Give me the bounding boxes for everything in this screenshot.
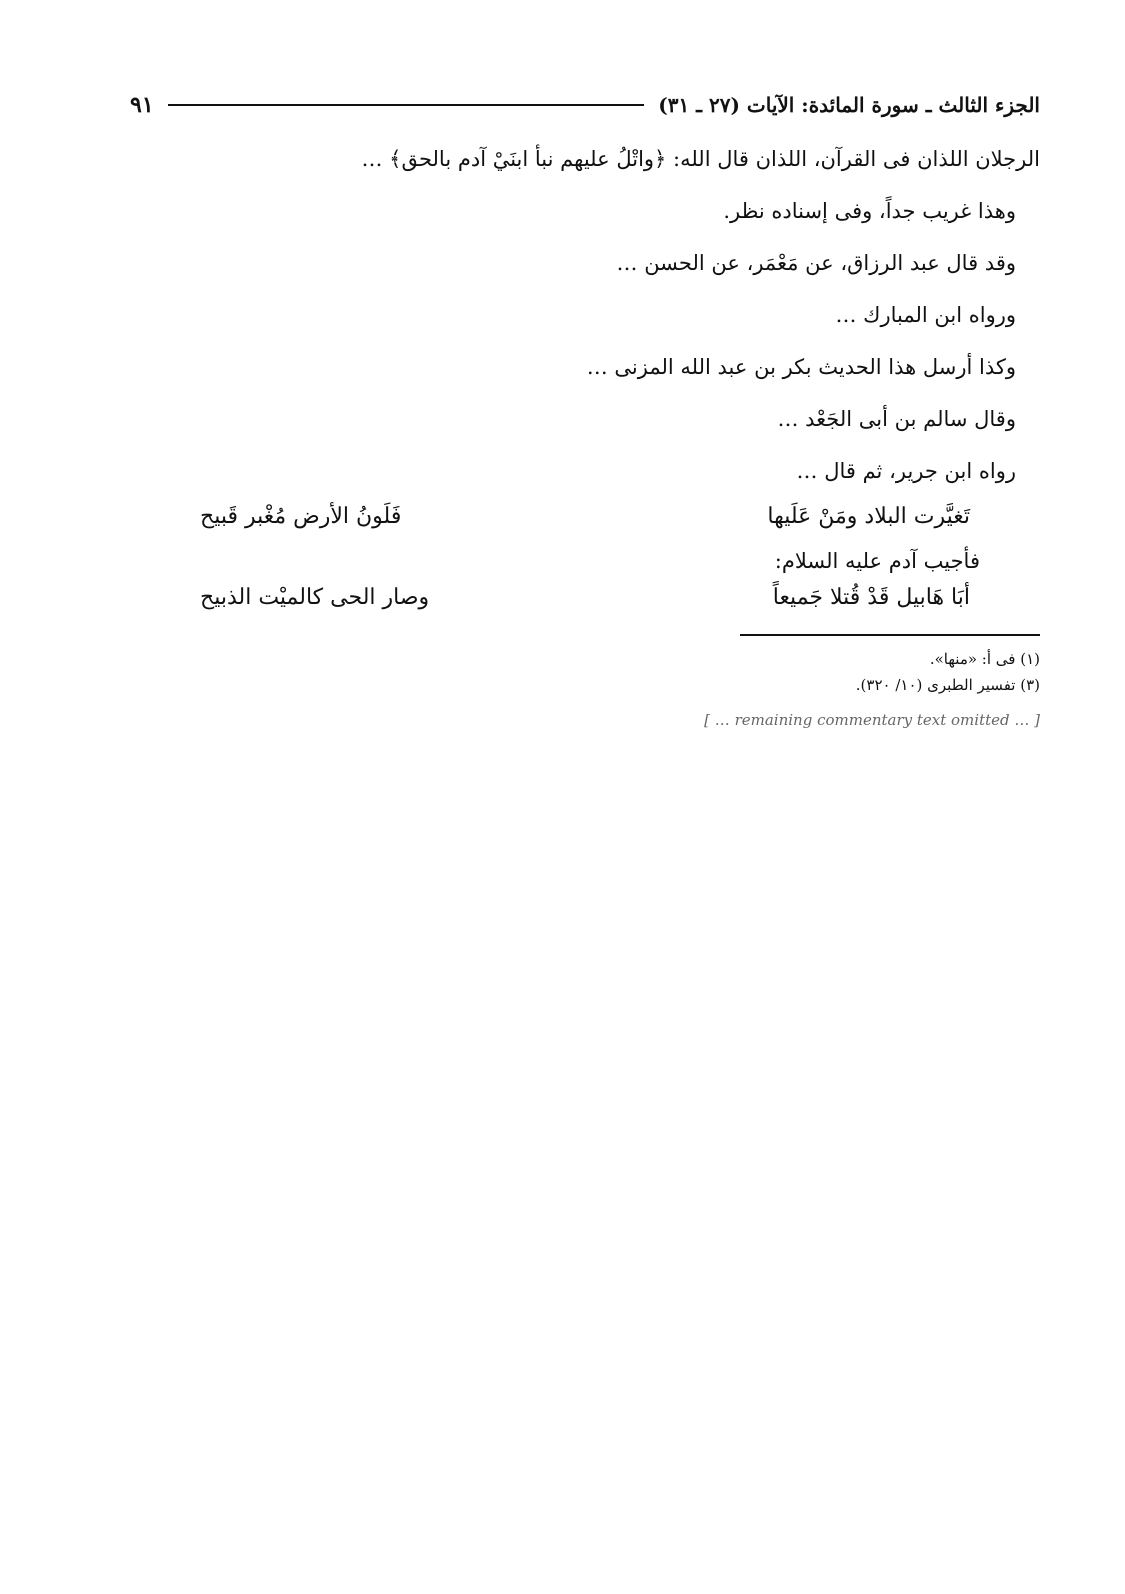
verse-right: أبَا هَابيل قَدْ قُتلا جَميعاً: [772, 585, 970, 610]
poem-intro: فأجيب آدم عليه السلام:: [774, 549, 980, 573]
page-header: [130, 88, 1040, 122]
poem-couplet-3: [130, 585, 1040, 610]
body-paragraph-5: وكذا أرسل هذا الحديث بكر بن عبد الله المزنى …: [586, 355, 1016, 379]
footnote-1: (١) فى أ: «منها».: [929, 650, 1040, 668]
page-number: ٩١: [130, 92, 154, 118]
notes-placeholder: [ … remaining commentary text omitted … ]: [704, 711, 1040, 729]
header-rule: [168, 104, 645, 106]
verse-left: وصار الحى كالميْت الذبيح: [200, 585, 430, 610]
running-title: الجزء الثالث ـ سورة المائدة: الآيات (٢٧ ـ ٣١): [658, 93, 1040, 117]
body-paragraph-7: رواه ابن جرير، ثم قال …: [796, 459, 1016, 483]
footnote-3: (٣) تفسير الطبرى (١٠/ ٣٢٠).: [855, 676, 1040, 694]
body-paragraph-6: وقال سالم بن أبى الجَعْد …: [777, 407, 1016, 431]
body-paragraph-4: ورواه ابن المبارك …: [835, 303, 1016, 327]
verse-left: فَلَونُ الأرض مُغْبر قَبيح: [200, 504, 402, 529]
poem-couplet-1: [130, 504, 1040, 529]
body-paragraph-2: وهذا غريب جداً، وفى إسناده نظر.: [723, 199, 1016, 223]
footnote-rule: [740, 634, 1040, 636]
body-paragraph-1: الرجلان اللذان فى القرآن، اللذان قال الله: ﴿واتْلُ عليهم نبأ ابنَيْ آدم بالحق﴾ …: [361, 147, 1040, 171]
body-paragraph-3: وقد قال عبد الرزاق، عن مَعْمَر، عن الحسن …: [616, 251, 1016, 275]
verse-right: تَغيَّرت البلاد ومَنْ عَلَيها: [767, 504, 970, 529]
page: [130, 88, 1040, 734]
